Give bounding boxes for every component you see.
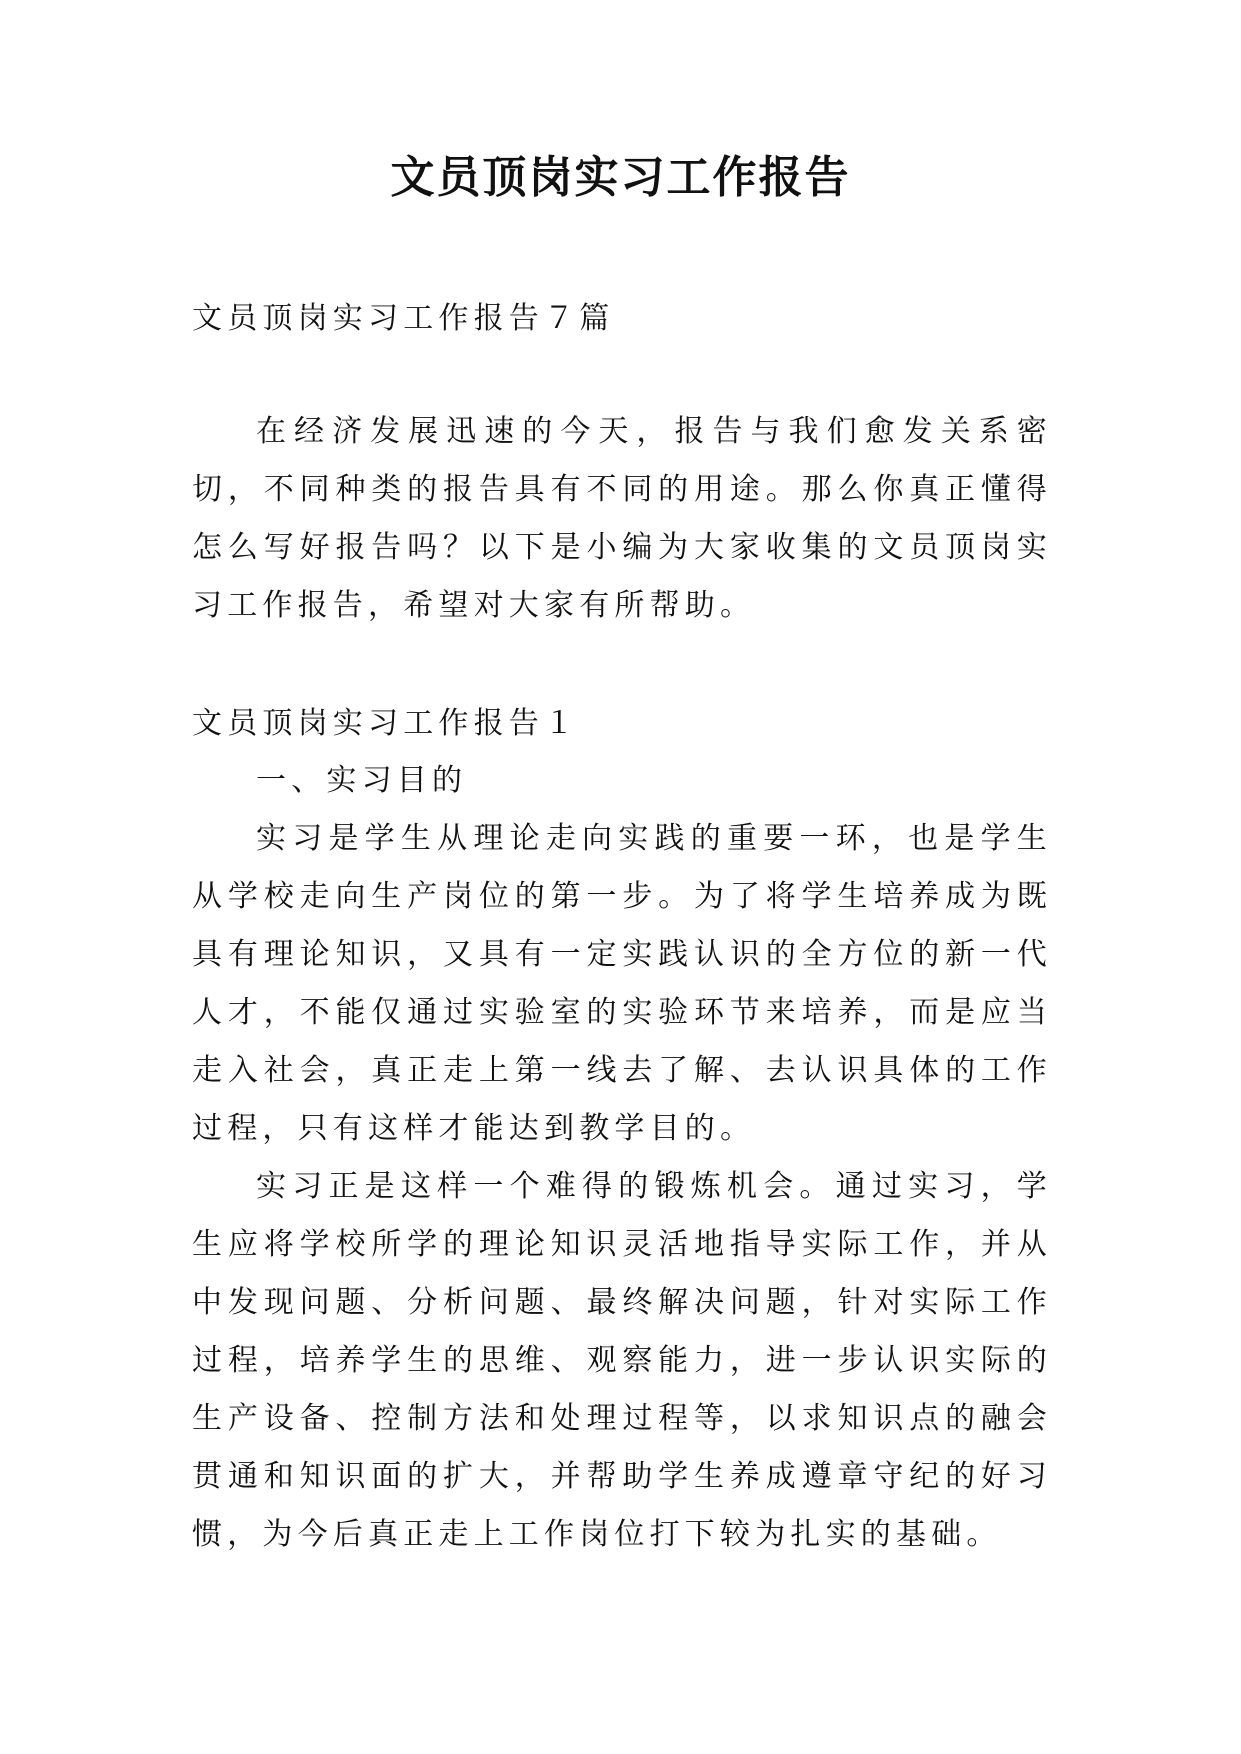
section-body — [192, 752, 1052, 1564]
body-paragraph: 实习是学生从理论走向实践的重要一环，也是学生从学校走向生产岗位的第一步。为了将学生培养成为既具有理论知识，又具有一定实践认识的全方位的新一代人才，不能仅通过实验室的实验环节来培养，而是应当走入社会，真正走上第一线去了解、去认识具体的工作过程，只有这样才能达到教学目的。 — [192, 821, 1052, 1146]
intro-paragraph: 在经济发展迅速的今天，报告与我们愈发关系密切，不同种类的报告具有不同的用途。那么你真正懂得怎么写好报告吗？以下是小编为大家收集的文员顶岗实习工作报告，希望对大家有所帮助。 — [192, 414, 1052, 623]
section-title: 文员顶岗实习工作报告１ — [192, 706, 580, 741]
section-heading: 一、实习目的 — [256, 763, 468, 798]
body-paragraph: 实习正是这样一个难得的锻炼机会。通过实习，学生应将学校所学的理论知识灵活地指导实际工作，并从中发现问题、分析问题、最终解决问题，针对实际工作过程，培养学生的思维、观察能力，进一步认识实际的生产设备、控制方法和处理过程等，以求知识点的融会贯通和知识面的扩大，并帮助学生养成遵章守纪的好习惯，为今后真正走上工作岗位打下较为扎实的基础。 — [192, 1169, 1052, 1552]
document-title: 文员顶岗实习工作报告 — [390, 152, 851, 203]
document-subtitle: 文员顶岗实习工作报告７篇 — [192, 301, 615, 336]
